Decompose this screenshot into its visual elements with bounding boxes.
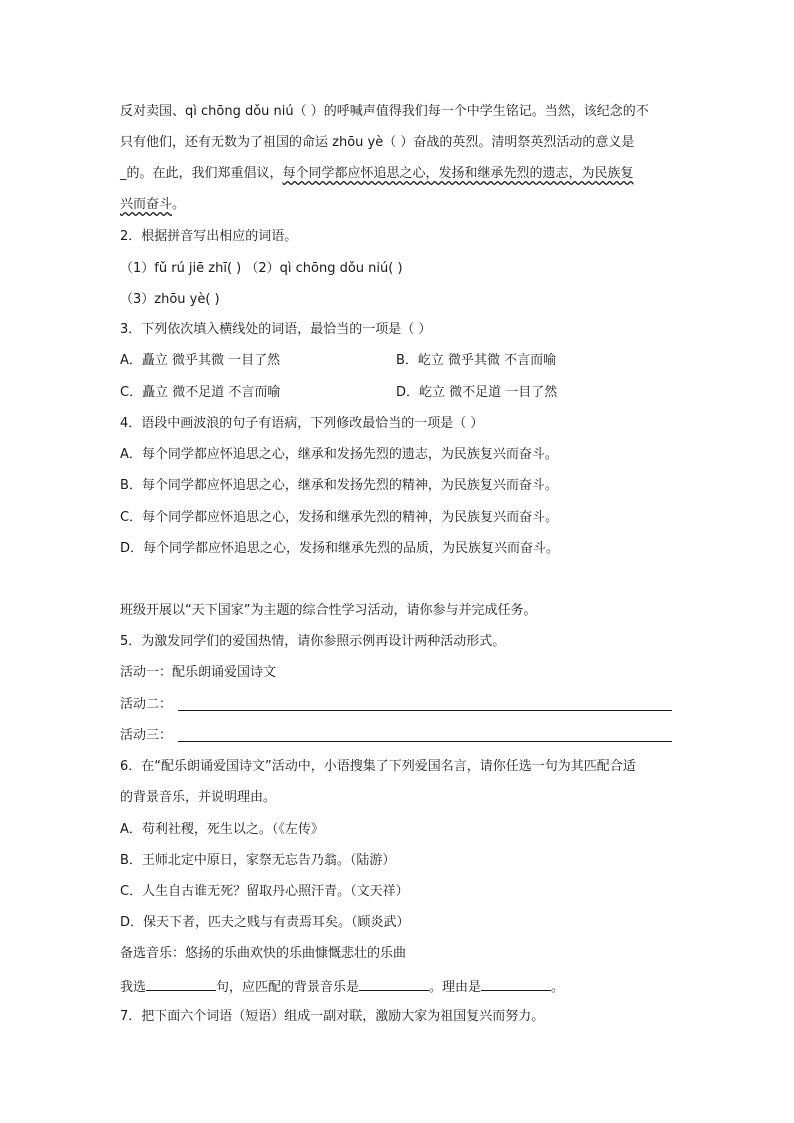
q3-option-a: A．矗立 微乎其微 一目了然 (120, 353, 281, 368)
answer-end: 。 (551, 980, 565, 995)
q3-option-d: D．屹立 微不足道 一目了然 (396, 385, 558, 400)
q6-option-d: D．保天下者，匹夫之贱与有责焉耳矣。（顾炎武） (120, 915, 410, 930)
q3-option-b: B．屹立 微乎其微 不言而喻 (396, 353, 557, 368)
answer-reason-label: 。理由是 (429, 980, 482, 995)
passage-line-3 (120, 166, 634, 182)
q5-activity-3-label: 活动三： (120, 728, 173, 743)
answer-mid: 句，应匹配的背景音乐是 (216, 980, 360, 995)
q4-option-d: D．每个同学都应怀追思之心，发扬和继承先烈的品质，为民族复兴而奋斗。 (120, 541, 560, 556)
activity-3-answer-line[interactable] (178, 741, 672, 742)
q3-title: 3．下列依次填入横线处的词语，最恰当的一项是（ ） (120, 322, 432, 337)
q4-title: 4．语段中画波浪的句子有语病，下列修改最恰当的一项是（ ） (120, 416, 484, 431)
q6-option-b: B．王师北定中原日，家祭无忘告乃翁。（陆游） (120, 853, 396, 868)
q6-title-line-2: 的背景音乐，并说明理由。 (120, 790, 277, 805)
q6-option-a: A．苟利社稷，死生以之。（《左传》 (120, 822, 324, 837)
q5-title: 5．为激发同学们的爱国热情，请你参照示例再设计两种活动形式。 (120, 634, 506, 649)
q4-option-c: C．每个同学都应怀追思之心，发扬和继承先烈的精神，为民族复兴而奋斗。 (120, 510, 559, 525)
q7-title: 7．把下面六个词语（短语）组成一副对联，激励大家为祖国复兴而努力。 (120, 1009, 545, 1024)
passage-line-2: 只有他们，还有无数为了祖国的命运 zhōu yè（ ）奋战的英烈。清明祭英烈活动的意义是 (120, 135, 635, 150)
wavy-sentence-part-2: 兴而奋斗 (120, 197, 173, 212)
q6-answer-line (120, 977, 564, 996)
q2-item-3: （3）zhōu yè( ) (120, 292, 220, 307)
reason-blank[interactable] (481, 977, 551, 991)
music-blank[interactable] (359, 977, 429, 991)
q2-item-1-2: （1）fǔ rú jiē zhī( ) （2）qì chōng dǒu niú( ) (120, 261, 403, 276)
q6-music-options: 备选音乐：悠扬的乐曲欢快的乐曲慷慨悲壮的乐曲 (120, 946, 407, 961)
q6-option-c: C．人生自古谁无死？留取丹心照汗青。（文天祥） (120, 884, 409, 899)
activity-2-answer-line[interactable] (178, 710, 672, 711)
section-intro: 班级开展以“天下国家”为主题的综合性学习活动，请你参与并完成任务。 (120, 603, 537, 618)
choice-blank[interactable] (146, 977, 216, 991)
q5-activity-1: 活动一：配乐朗诵爱国诗文 (120, 665, 277, 680)
q6-title-line-1: 6．在“配乐朗诵爱国诗文”活动中，小语搜集了下列爱国名言，请你任选一句为其匹配合适 (120, 759, 636, 774)
answer-prefix: 我选 (120, 980, 147, 995)
wavy-sentence-part-1: 每个同学都应怀追思之心，发扬和继承先烈的遗志，为民族复 (282, 166, 634, 181)
q5-activity-2-label: 活动二： (120, 697, 173, 712)
passage-line-3-plain: _的。在此，我们郑重倡议， (120, 166, 283, 181)
q2-title: 2．根据拼音写出相应的词语。 (120, 229, 298, 244)
passage-line-1: 反对卖国、qì chōng dǒu niú（ ）的呼喊声值得我们每一个中学生铭记。当然，该纪念的不 (120, 104, 649, 119)
q4-option-b: B．每个同学都应怀追思之心，继承和发扬先烈的精神，为民族复兴而奋斗。 (120, 478, 558, 493)
passage-line-4-end: 。 (172, 197, 186, 212)
passage-line-4 (120, 197, 185, 213)
q3-option-c: C．矗立 微不足道 不言而喻 (120, 385, 281, 400)
q4-option-a: A．每个同学都应怀追思之心，继承和发扬先烈的遗志，为民族复兴而奋斗。 (120, 447, 558, 462)
